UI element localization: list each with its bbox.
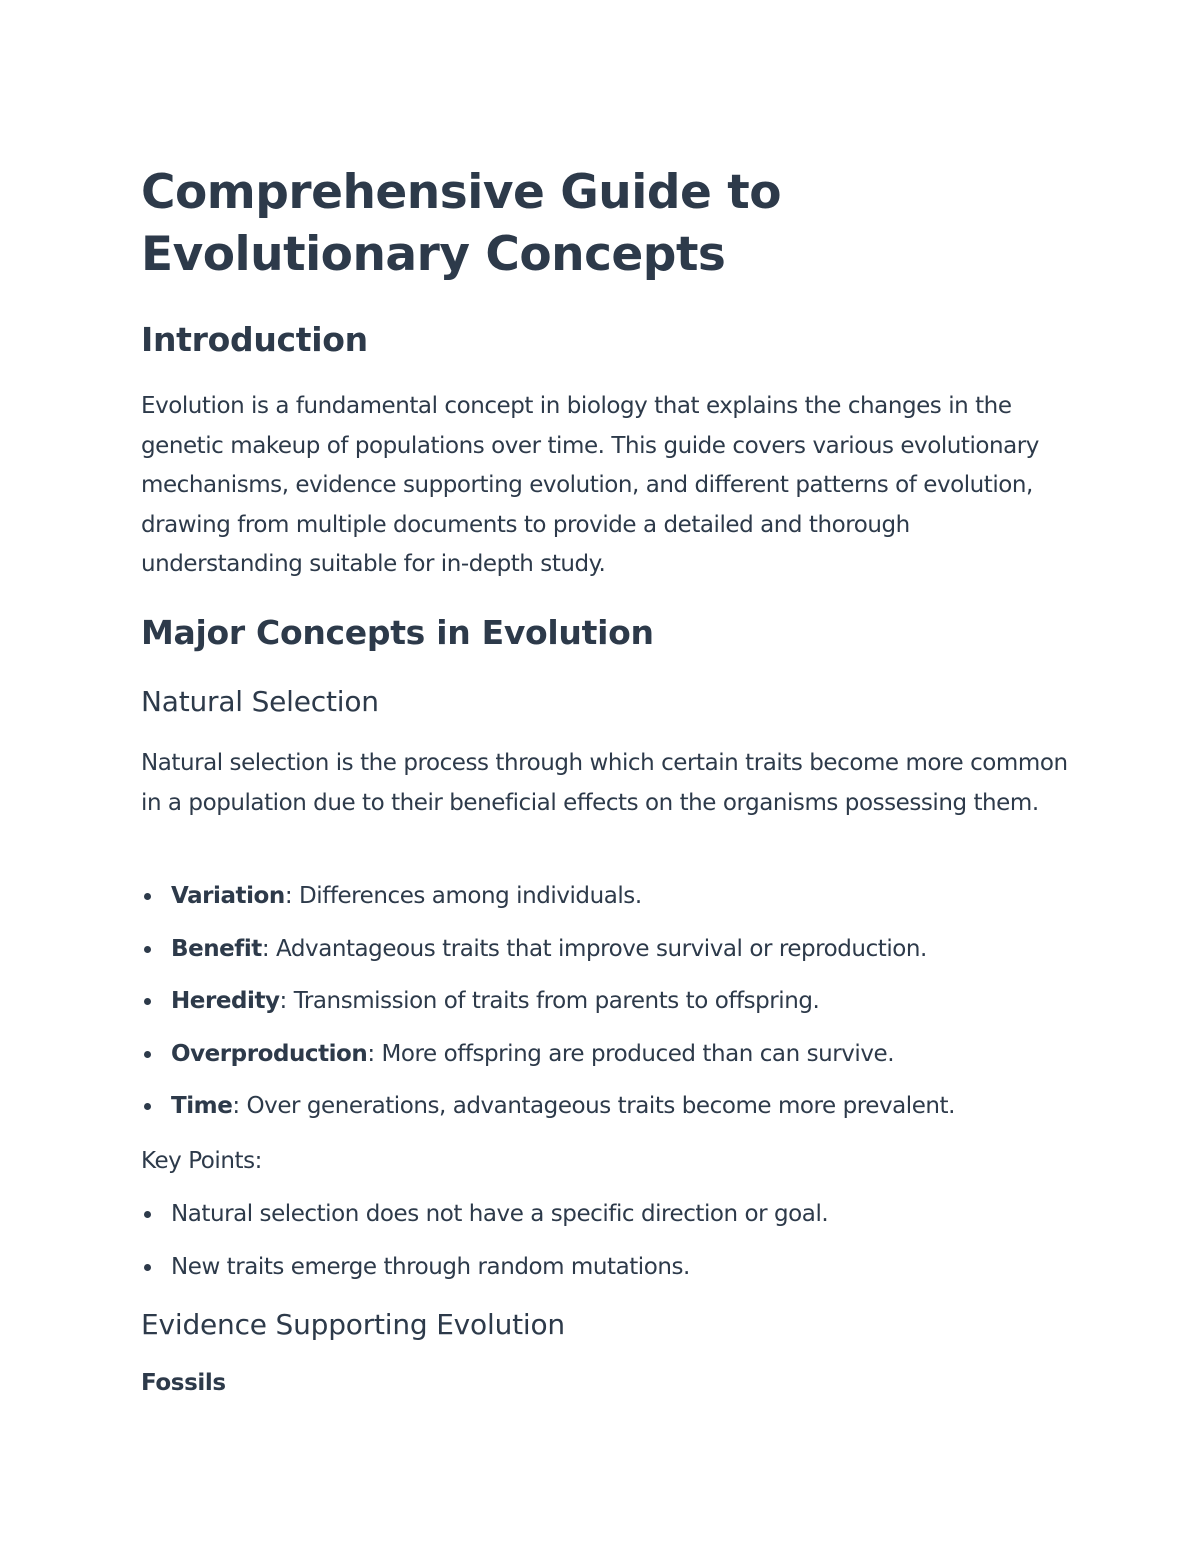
list-item-term: Overproduction: [171, 1040, 368, 1067]
list-item-term: Heredity: [171, 988, 280, 1014]
list-item-text: New traits emerge through random mutations.: [171, 1253, 690, 1280]
introduction-paragraph: Evolution is a fundamental concept in biology that explains the changes in the genetic makeup of populations over time. This guide covers various evolutionary mechanisms, evidence supporting evolution, and different patterns of evolution, drawing from multiple documents to provide a detailed and thorough understanding suitable for in-depth study.: [141, 393, 1039, 577]
list-item-text: : Advantageous traits that improve survival or reproduction.: [261, 935, 927, 962]
evidence-heading: Evidence Supporting Evolution: [141, 1308, 565, 1341]
list-item: [141, 880, 1071, 933]
bullet-icon: [144, 1051, 151, 1058]
list-item: [141, 1090, 1071, 1143]
key-points-label: Key Points:: [141, 1148, 262, 1174]
introduction-heading: Introduction: [141, 320, 368, 359]
list-item: [141, 1251, 1071, 1304]
list-item-text: Natural selection does not have a specific direction or goal.: [171, 1201, 829, 1227]
list-item: [141, 1038, 1071, 1091]
page-title: Comprehensive Guide to Evolutionary Concepts: [141, 165, 782, 282]
major-concepts-heading: Major Concepts in Evolution: [141, 613, 654, 652]
list-item-term: Benefit: [171, 935, 262, 962]
list-item: [141, 1198, 1071, 1251]
bullet-icon: [144, 893, 151, 900]
list-item-text: : Over generations, advantageous traits become more prevalent.: [232, 1093, 955, 1119]
bullet-icon: [144, 998, 151, 1005]
list-item-term: Time: [171, 1093, 233, 1119]
key-points-list: [141, 1198, 1071, 1303]
natural-selection-paragraph: Natural selection is the process through which certain traits become more common in a population due to their beneficial effects on the organisms possessing them.: [141, 750, 1068, 816]
list-item-text: : Transmission of traits from parents to offspring.: [279, 988, 820, 1014]
fossils-heading: Fossils: [141, 1370, 226, 1396]
natural-selection-list: [141, 880, 1071, 1143]
bullet-icon: [144, 1211, 151, 1218]
list-item-term: Variation: [171, 883, 285, 909]
list-item-text: : More offspring are produced than can survive.: [367, 1040, 895, 1067]
natural-selection-heading: Natural Selection: [141, 685, 379, 718]
list-item-text: : Differences among individuals.: [284, 883, 642, 909]
bullet-icon: [144, 946, 151, 953]
bullet-icon: [144, 1103, 151, 1110]
list-item: [141, 985, 1071, 1038]
list-item: [141, 933, 1071, 986]
bullet-icon: [144, 1264, 151, 1271]
